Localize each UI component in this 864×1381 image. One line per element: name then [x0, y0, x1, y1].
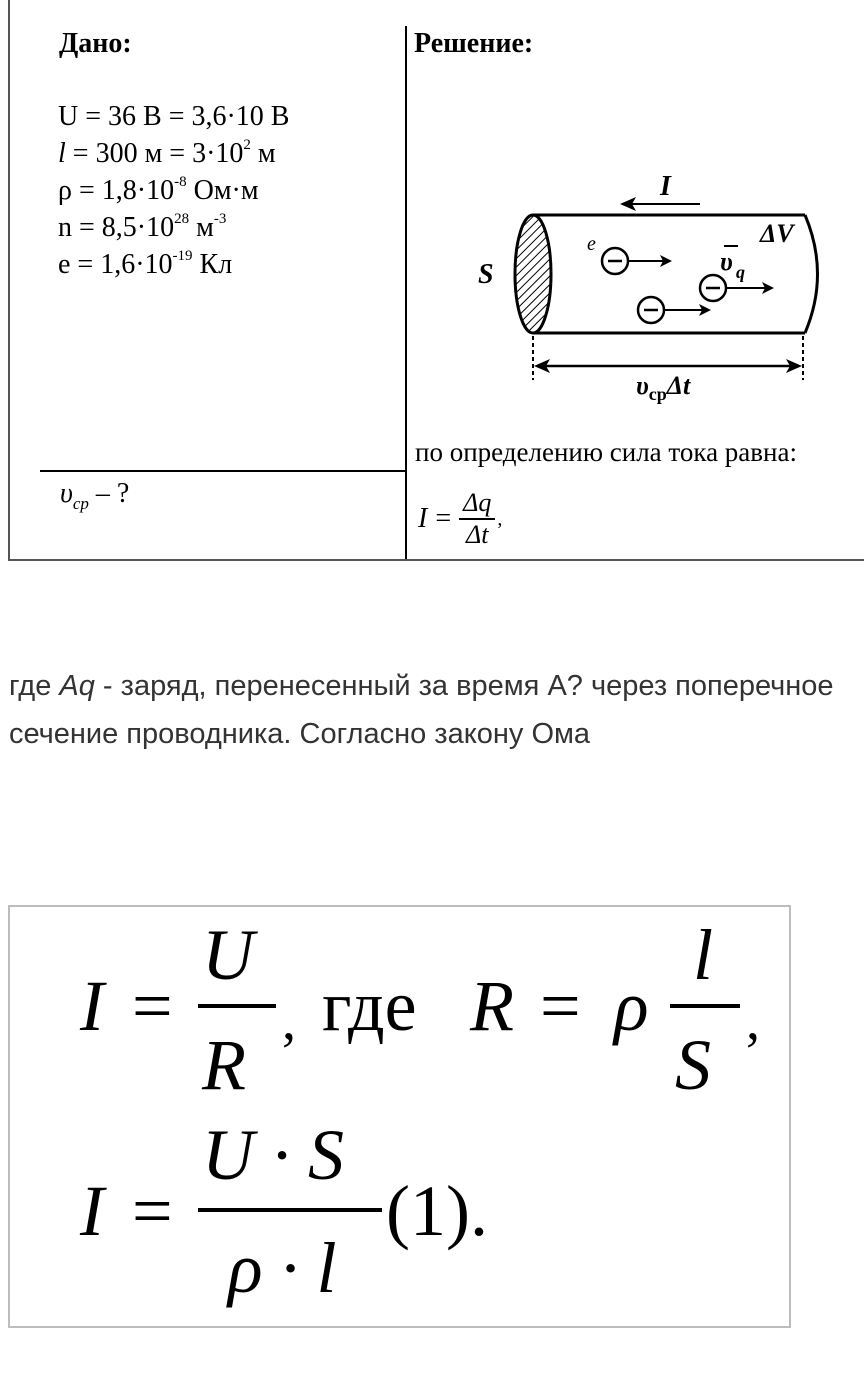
column-divider — [405, 26, 407, 559]
given-title: Дано: — [59, 28, 132, 59]
problem-image — [8, 0, 864, 561]
electron-1 — [602, 248, 672, 274]
definition-text: по определению сила тока равна: — [415, 437, 797, 467]
given-voltage: U = 36 В = 3,6·10 В — [58, 101, 290, 132]
formula1-rho: ρ — [614, 966, 649, 1046]
electron-label: e — [587, 233, 596, 255]
length-label: $\upsilon_{ср}\Delta t$ — [636, 371, 691, 404]
ohm-law-formula-image — [8, 905, 791, 1328]
svg-text:υ: υ — [720, 247, 733, 276]
given-concentration: $n = 8,5\cdot 10^{28}$ $м^{-3}$ — [58, 211, 227, 243]
formula1-l: l — [693, 915, 714, 995]
given-divider — [40, 470, 406, 472]
formula1-I: I — [80, 966, 104, 1046]
formula2-number: (1). — [386, 1171, 488, 1251]
area-label: S — [478, 259, 494, 290]
formula2-eq: = — [132, 1171, 173, 1251]
formula1-R2: R — [470, 966, 514, 1046]
formula2-I: I — [80, 1171, 104, 1251]
formula1-gde: где — [322, 966, 417, 1046]
formula1-eq2: = — [540, 966, 581, 1046]
formula2-num: U · S — [202, 1115, 344, 1195]
given-charge: $e = 1,6\cdot 10^{-19}$ Кл — [58, 248, 233, 280]
formula1-comma: , — [282, 990, 296, 1052]
given-resistivity: $\rho = 1,8\cdot 10^{-8}$ Ом·м — [58, 174, 259, 206]
velocity-label — [720, 246, 745, 282]
formula1-comma2: , — [746, 990, 760, 1052]
unknown-quantity: $\upsilon_{ср}$ – ? — [60, 478, 130, 513]
formula2-den: ρ · l — [228, 1228, 337, 1308]
formula1-S: S — [675, 1025, 711, 1105]
volume-label: ΔV — [760, 219, 794, 248]
ohm-law-formulas — [10, 907, 789, 1326]
svg-text:q: q — [736, 262, 745, 282]
conductor-diagram — [460, 170, 860, 410]
solution-title: Решение: — [414, 28, 534, 59]
given-length: l = 300 $м = 3\cdot 10^2$ м — [58, 137, 276, 169]
formula1-U: U — [202, 915, 254, 995]
electron-3 — [638, 297, 711, 323]
current-definition-formula: I = $\frac{\Delta q}{\Delta t}$ , — [418, 488, 503, 549]
current-label: I — [660, 171, 671, 202]
formula1-R: R — [202, 1025, 246, 1105]
formula1-eq: = — [132, 966, 173, 1046]
explanation-paragraph: где Аq - заряд, перенесенный за время А? через поперечное сечение проводника. Согласно закону Ома — [9, 670, 834, 750]
given-list — [58, 98, 289, 283]
